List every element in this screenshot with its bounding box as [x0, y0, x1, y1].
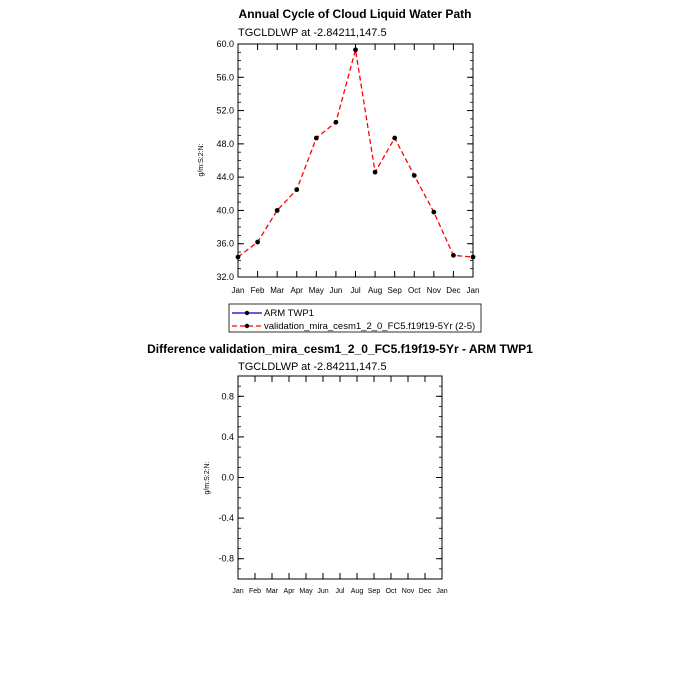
data-point: [412, 173, 417, 178]
series-marks: [236, 47, 476, 259]
x-tick-label: Sep: [387, 286, 402, 295]
y-tick-label: 52.0: [216, 105, 234, 116]
data-point: [275, 208, 280, 213]
series-line-model: [238, 50, 473, 257]
x-tick-label: Mar: [270, 286, 285, 295]
data-point: [373, 170, 378, 175]
data-point: [451, 253, 456, 258]
x-tick-label: Oct: [408, 286, 421, 295]
plot-frame: [238, 44, 473, 277]
x-tick-label: Jul: [350, 286, 361, 295]
x-tick-label: Dec: [446, 286, 461, 295]
x-tick-label: Jun: [329, 286, 343, 295]
x-tick-label: Jun: [317, 588, 329, 595]
annual-cycle-chart: [198, 7, 479, 295]
x-tick-label: Aug: [367, 286, 383, 295]
data-point: [236, 255, 241, 260]
data-point: [392, 136, 397, 141]
axis-ticks: [218, 376, 447, 595]
x-tick-label: Dec: [418, 588, 432, 595]
y-tick-label: 32.0: [216, 272, 234, 282]
y-axis-label: g/m:S:2:N:: [198, 143, 205, 177]
chart-subtitle: TGCLDLWP at -2.84211,147.5: [238, 27, 387, 39]
data-point: [255, 240, 260, 245]
x-tick-label: Jan: [436, 588, 448, 595]
chart-subtitle: TGCLDLWP at -2.84211,147.5: [238, 361, 387, 373]
y-tick-label: 0.8: [221, 391, 234, 402]
y-tick-label: 60.0: [216, 39, 234, 49]
difference-chart: [147, 342, 533, 595]
x-tick-label: May: [308, 286, 324, 295]
data-point: [471, 255, 476, 260]
x-tick-label: Apr: [283, 588, 295, 595]
y-tick-label: 48.0: [216, 138, 234, 149]
legend-marker-model: [245, 324, 249, 328]
legend-label-obs: ARM TWP1: [264, 308, 314, 319]
x-tick-label: Feb: [248, 588, 262, 595]
chart-title: Difference validation_mira_cesm1_2_0_FC5.f19f19-5Yr - ARM TWP1: [147, 342, 533, 356]
x-tick-label: Jul: [335, 588, 345, 595]
y-tick-label: 56.0: [216, 72, 234, 83]
y-tick-label: -0.8: [218, 553, 234, 564]
y-tick-label: 0.4: [221, 431, 234, 442]
x-tick-label: May: [299, 588, 313, 595]
y-tick-label: -0.4: [218, 513, 234, 524]
x-tick-label: Nov: [401, 588, 415, 595]
legend-label-model: validation_mira_cesm1_2_0_FC5.f19f19-5Yr (2-5): [264, 321, 476, 332]
y-tick-label: 36.0: [216, 238, 234, 249]
data-point: [314, 136, 319, 141]
x-tick-label: Sep: [367, 588, 381, 595]
x-tick-label: Feb: [250, 286, 265, 295]
chart-title: Annual Cycle of Cloud Liquid Water Path: [238, 7, 472, 21]
y-tick-label: 44.0: [216, 172, 234, 183]
data-point: [431, 210, 436, 215]
data-point: [294, 187, 299, 192]
y-tick-label: 0.0: [221, 472, 234, 483]
x-tick-label: Apr: [290, 286, 303, 295]
x-tick-label: Jan: [466, 286, 480, 295]
x-tick-label: Oct: [385, 588, 397, 595]
legend-marker-obs: [245, 311, 249, 315]
x-tick-label: Aug: [350, 588, 364, 595]
x-tick-label: Jan: [231, 286, 245, 295]
y-tick-label: 40.0: [216, 205, 234, 216]
x-tick-label: Mar: [265, 588, 279, 595]
x-tick-label: Jan: [232, 588, 244, 595]
legend: [229, 304, 481, 332]
x-tick-label: Nov: [426, 286, 441, 295]
plot-frame: [238, 376, 442, 579]
data-point: [334, 120, 339, 125]
y-axis-label: g/m:S:2:N:: [204, 461, 211, 495]
data-point: [353, 47, 358, 52]
